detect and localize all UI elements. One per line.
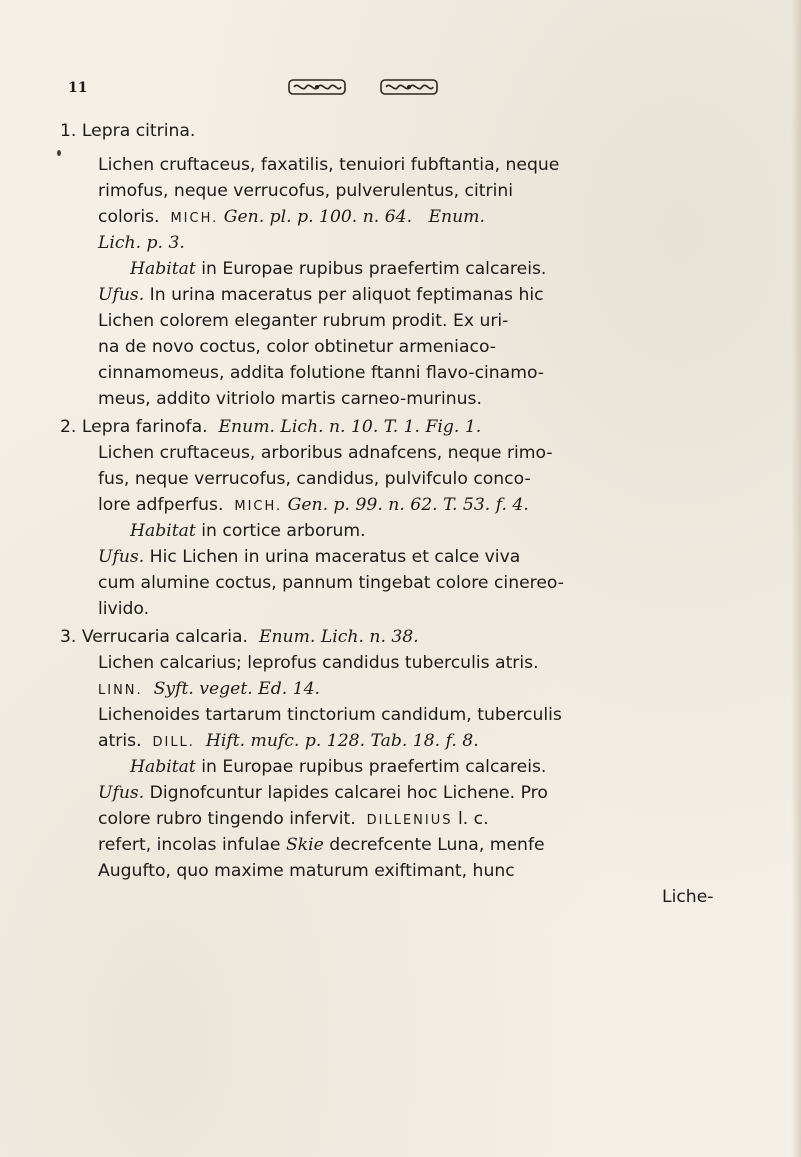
entry-number: 2. [60,417,77,437]
usus-text: colore rubro tingendo infervit. [98,809,356,829]
reference-text: Hift. mufc. p. 128. Tab. 18. f. 8. [205,731,479,751]
usus-text: l. c. [457,809,489,829]
reference-text: Enum. Lich. n. 10. T. 1. Fig. 1. [218,417,482,437]
entry-1-heading [60,118,195,144]
entry-1-usus-line: Lichen colorem eleganter rubrum prodit. Ex uri- [98,311,509,331]
author-name: DILL. [152,735,195,750]
reference-text: Gen. p. 99. n. 62. T. 53. f. 4. [287,495,529,515]
entry-2-usus-line: cum alumine coctus, pannum tingebat colore cinereo- [98,573,564,593]
usus-label: Ufus. [98,285,145,305]
catchword: Liche- [662,887,714,907]
page-number: 11 [68,80,88,96]
usus-label: Ufus. [98,783,145,803]
entry-1-usus [98,282,544,308]
entry-1-ref [98,204,485,232]
entry-1-usus-line: cinnamomeus, addita folutione ftanni flavo-cinamo- [98,363,544,383]
entry-2-line: fus, neque verrucofus, candidus, pulvifculo conco- [98,469,531,489]
usus-text: In urina maceratus per aliquot feptimanas hic [149,285,544,305]
entry-3-line: Lichenoides tartarum tinctorium candidum, tuberculis [98,705,562,725]
entry-2-habitat [130,518,366,544]
author-name: DILLENIUS [366,813,453,828]
entry-3-usus-line: Augufto, quo maxime maturum exiftimant, hunc [98,861,515,881]
author-name: MICH. [170,211,219,226]
entry-1-ref-cont: Lich. p. 3. [98,233,185,253]
entry-1-usus-line: meus, addito vitriolo martis carneo-murinus. [98,389,482,409]
entry-3-usus [98,780,548,806]
habitat-label: Habitat [130,259,196,279]
usus-text: decrefcente Luna, menfe [329,835,545,855]
entry-title: Lepra farinofa. [81,417,208,437]
reference-text: Enum. Lich. n. 38. [258,627,419,647]
entry-3-ref2 [98,728,479,756]
habitat-text: in Europae rupibus praefertim calcareis. [201,757,547,777]
habitat-label: Habitat [130,521,196,541]
reference-text: Gen. pl. p. 100. n. 64. [223,207,413,227]
entry-2-usus [98,544,520,570]
entry-3-line: Lichen calcarius; leprofus candidus tuberculis atris. [98,653,539,673]
reference-text: Enum. [428,207,485,227]
entry-3-usus-line [98,832,545,858]
usus-text: Hic Lichen in urina maceratus et calce viva [149,547,521,567]
ink-fleck [57,150,61,156]
reference-text: Syft. veget. Ed. 14. [153,679,320,699]
entry-2-line: Lichen cruftaceus, arboribus adnafcens, neque rimo- [98,443,553,463]
entry-text: lore adfperfus. [98,495,224,515]
usus-label: Ufus. [98,547,145,567]
entry-text: atris. [98,731,142,751]
entry-2-usus-line: livido. [98,599,150,619]
entry-1-usus-line: na de novo coctus, color obtinetur armeniaco- [98,337,496,357]
usus-text: refert, incolas infulae [98,835,281,855]
entry-title: Lepra citrina. [81,121,196,141]
entry-1-line: rimofus, neque verrucofus, pulverulentus, citrini [98,181,514,201]
entry-number: 1. [60,121,77,141]
entry-2-heading [60,414,481,440]
ornament-left-icon [288,78,346,96]
entry-3-heading [60,624,419,650]
ornament-right-icon [380,78,438,96]
entry-text: coloris. [98,207,160,227]
entry-3-habitat [130,754,546,780]
author-name: LINN. [98,683,143,698]
entry-title: Verrucaria calcaria. [81,627,248,647]
habitat-label: Habitat [130,757,196,777]
habitat-text: in cortice arborum. [201,521,366,541]
usus-text: Dignofcuntur lapides calcarei hoc Lichene. Pro [149,783,548,803]
habitat-text: in Europae rupibus praefertim calcareis. [201,259,547,279]
entry-number: 3. [60,627,77,647]
author-name: MICH. [234,499,283,514]
page-edge-shadow [791,0,801,1157]
entry-1-habitat [130,256,546,282]
entry-2-ref [98,492,529,520]
entry-3-usus-line [98,806,489,834]
entry-1-line: Lichen cruftaceus, faxatilis, tenuiori fubftantia, neque [98,155,560,175]
place-name: Skie [285,835,324,855]
entry-3-ref [98,676,320,704]
